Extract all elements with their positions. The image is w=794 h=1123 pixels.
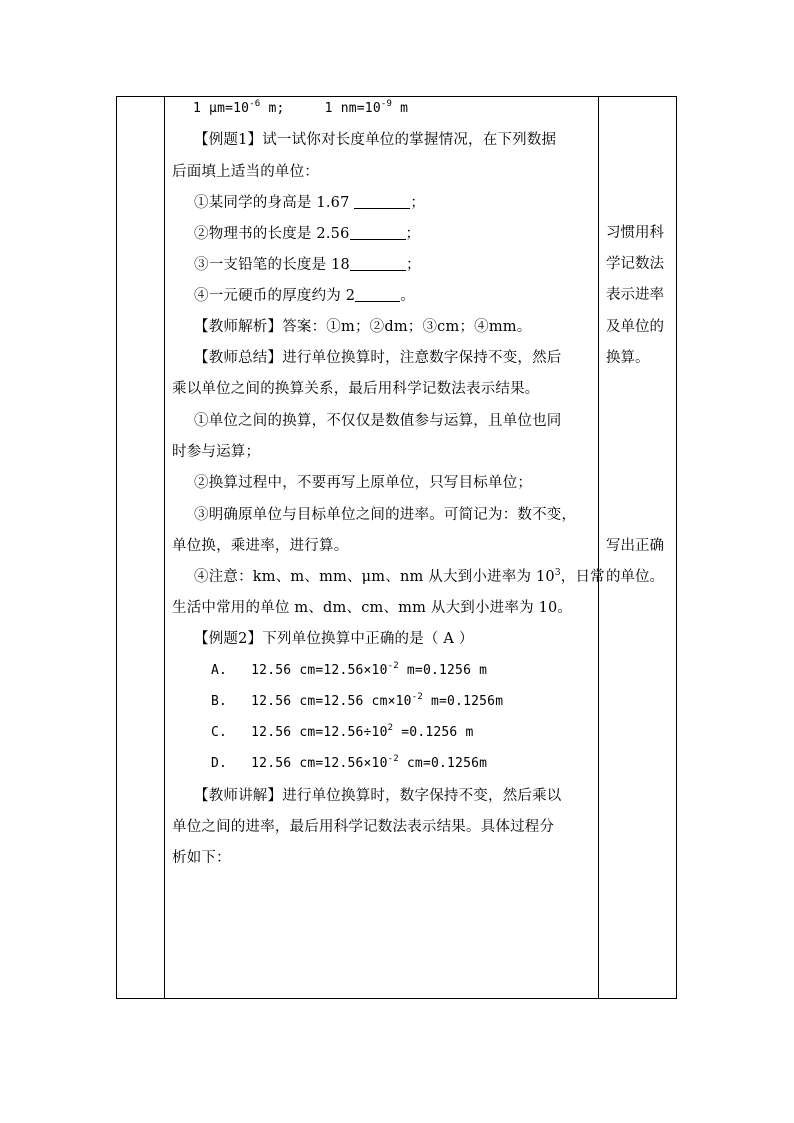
option-result: m=0.1256m <box>422 694 504 709</box>
option-result: m=0.1256 m <box>398 663 488 678</box>
option-label: C. <box>211 725 228 740</box>
micrometer-exponent: -6 <box>249 99 261 109</box>
side-note-line: 习惯用科 <box>606 225 664 241</box>
side-note-line: 写出正确 <box>606 538 664 554</box>
summary-line-7: 单位换，乘进率，进行算。 <box>172 538 349 554</box>
example1-item-1 <box>194 193 624 213</box>
option-exponent: 2 <box>387 723 394 733</box>
item-punct: ； <box>405 226 421 242</box>
option-label: B. <box>211 694 228 709</box>
example1-heading-line1: 【例题1】试一试你对长度单位的掌握情况，在下列数据 <box>194 132 557 148</box>
answer-blank[interactable] <box>354 194 410 209</box>
option-result: cm=0.1256m <box>398 756 488 771</box>
note-text: ④注意：km、m、mm、μm、nm 从大到小进率为 10 <box>194 569 555 585</box>
side-note-line: 的单位。 <box>606 569 664 585</box>
micrometer-unit: m; <box>260 101 285 116</box>
item-text: ③一支铅笔的长度是 18 <box>194 257 350 273</box>
option-label: A. <box>211 663 228 678</box>
column-divider-left <box>164 97 165 998</box>
answer-blank[interactable] <box>350 225 406 240</box>
example2-option-b <box>211 692 641 712</box>
answer-blank[interactable] <box>355 287 400 302</box>
option-formula: 12.56 cm=12.56×10 <box>251 756 388 771</box>
example1-answer: 【教师解析】答案：①m；②dm；③cm；④mm。 <box>194 319 532 335</box>
summary-line-1: 【教师总结】进行单位换算时，注意数字保持不变，然后 <box>194 350 562 366</box>
example1-item-4 <box>194 286 624 306</box>
option-exponent: -2 <box>387 754 399 764</box>
explanation-line-3: 析如下： <box>172 850 231 866</box>
summary-line-6: ③明确原单位与目标单位之间的进率。可简记为：数不变， <box>194 507 577 523</box>
option-formula: 12.56 cm=12.56÷10 <box>251 725 388 740</box>
example1-item-2 <box>194 224 624 244</box>
side-note-line: 换算。 <box>606 350 650 366</box>
example1-item-3 <box>194 255 624 275</box>
option-result: =0.1256 m <box>393 725 474 740</box>
option-formula: 12.56 cm=12.56 cm×10 <box>251 694 412 709</box>
summary-line-8 <box>194 567 624 587</box>
example2-option-a <box>211 661 641 681</box>
option-exponent: -2 <box>387 661 399 671</box>
item-text: ①某同学的身高是 1.67 <box>194 195 355 211</box>
micrometer-definition: 1 μm=10 <box>193 101 250 116</box>
summary-line-2: 乘以单位之间的换算关系，最后用科学记数法表示结果。 <box>172 381 540 397</box>
lesson-table <box>116 96 677 999</box>
item-punct: ； <box>405 257 421 273</box>
explanation-line-1: 【教师讲解】进行单位换算时，数字保持不变，然后乘以 <box>194 788 562 804</box>
nanometer-definition: 1 nm=10 <box>324 101 381 116</box>
explanation-line-2: 单位之间的进率，最后用科学记数法表示结果。具体过程分 <box>172 819 555 835</box>
option-label: D. <box>211 756 228 771</box>
units-conversion-line <box>193 99 623 119</box>
item-text: ②物理书的长度是 2.56 <box>194 226 350 242</box>
item-text: ④一元硬币的厚度约为 2 <box>194 288 356 304</box>
item-punct: 。 <box>400 288 415 304</box>
example2-option-d <box>211 754 641 774</box>
summary-line-5: ②换算过程中，不要再写上原单位，只写目标单位； <box>194 475 533 491</box>
answer-blank[interactable] <box>350 256 406 271</box>
example2-option-c <box>211 723 641 743</box>
example1-heading-line2: 后面填上适当的单位： <box>172 164 319 180</box>
side-note-line: 学记数法 <box>606 256 664 272</box>
summary-line-3: ①单位之间的换算，不仅仅是数值参与运算，且单位也同 <box>194 413 562 429</box>
item-punct: ； <box>410 195 426 211</box>
note-tail: ，日常 <box>560 569 605 585</box>
nanometer-exponent: -9 <box>380 99 393 109</box>
option-exponent: -2 <box>411 692 423 702</box>
nanometer-unit: m <box>392 101 409 116</box>
side-note-line: 表示进率 <box>606 287 664 303</box>
summary-line-4: 时参与运算； <box>172 444 261 460</box>
summary-line-9: 生活中常用的单位 m、dm、cm、mm 从大到小进率为 10。 <box>172 600 573 616</box>
option-formula: 12.56 cm=12.56×10 <box>251 663 388 678</box>
note-exponent: 3 <box>554 568 561 578</box>
example2-heading: 【例题2】下列单位换算中正确的是（ A ） <box>194 631 474 647</box>
side-note-line: 及单位的 <box>606 319 664 335</box>
